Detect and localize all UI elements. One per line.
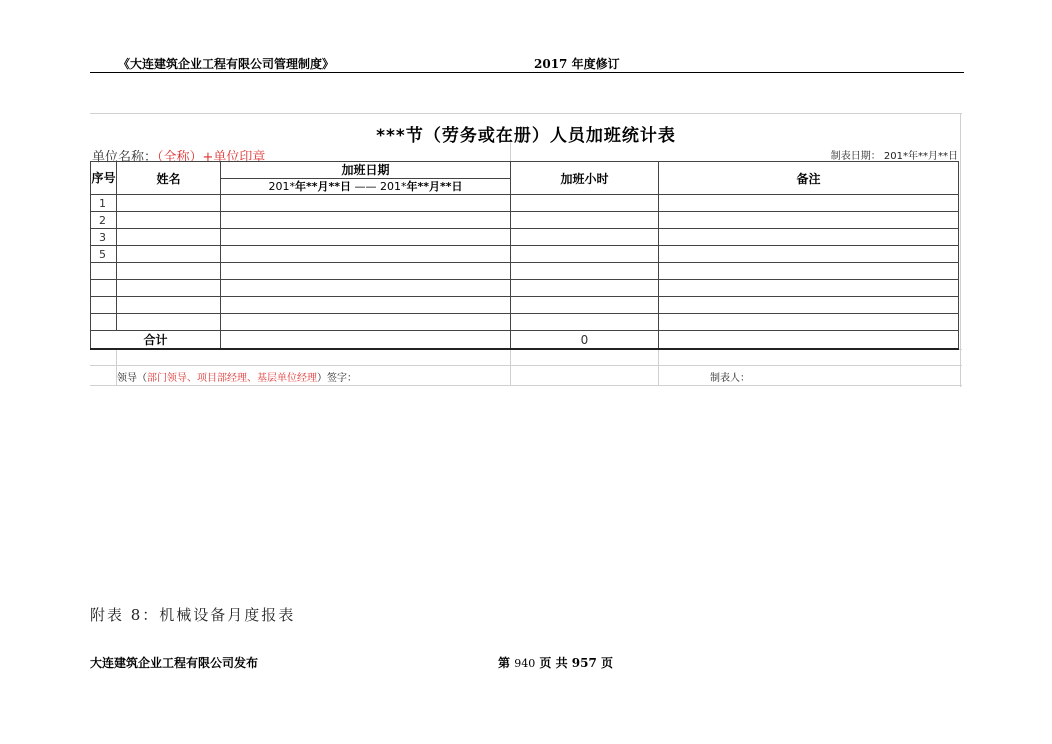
cell-remark[interactable] xyxy=(659,246,959,263)
cell-date[interactable] xyxy=(221,297,511,314)
table-row xyxy=(91,280,959,297)
make-date: 制表日期： 201*年**月**日 xyxy=(830,151,958,162)
row-seq xyxy=(91,263,117,280)
gridline xyxy=(658,349,659,385)
page-prefix: 第 xyxy=(498,656,511,670)
cell-name[interactable] xyxy=(117,195,221,212)
cell-remark[interactable] xyxy=(659,314,959,331)
cell-date[interactable] xyxy=(221,314,511,331)
row-seq xyxy=(91,280,117,297)
footer-page-number xyxy=(498,654,613,671)
cell-date[interactable] xyxy=(221,280,511,297)
overtime-table xyxy=(90,161,959,350)
row-seq xyxy=(91,314,117,331)
date-range-separator: —— xyxy=(351,179,380,193)
col-date-header xyxy=(221,162,511,195)
cell-name[interactable] xyxy=(117,229,221,246)
cell-hours[interactable] xyxy=(511,246,659,263)
total-label: 合计 xyxy=(91,331,221,350)
overtime-sheet xyxy=(90,113,962,389)
date-range xyxy=(221,179,510,194)
total-row xyxy=(91,331,959,350)
row-seq: 3 xyxy=(91,229,117,246)
col-name-header: 姓名 xyxy=(117,162,221,195)
cell-remark[interactable] xyxy=(659,280,959,297)
cell-hours[interactable] xyxy=(511,263,659,280)
cell-name[interactable] xyxy=(117,212,221,229)
total-date-cell xyxy=(221,331,511,350)
table-row xyxy=(91,229,959,246)
page-current: 940 xyxy=(514,657,536,670)
table-header-row xyxy=(91,162,959,195)
date-range-year-start: 201* xyxy=(268,179,295,193)
row-seq: 1 xyxy=(91,195,117,212)
cell-remark[interactable] xyxy=(659,263,959,280)
maker-label: 制表人： xyxy=(710,373,750,384)
page-header xyxy=(90,54,964,73)
unit-name-value: （全称）+单位印章 xyxy=(157,150,266,165)
cell-hours[interactable] xyxy=(511,212,659,229)
header-revision: 2017 年度修订 xyxy=(534,57,620,71)
sign-suffix: ）签字： xyxy=(317,373,357,384)
cell-remark[interactable] xyxy=(659,297,959,314)
table-row xyxy=(91,263,959,280)
table-row xyxy=(91,195,959,212)
page-total: 页 共 957 页 xyxy=(539,656,613,670)
cell-name[interactable] xyxy=(117,297,221,314)
row-seq xyxy=(91,297,117,314)
table-row xyxy=(91,297,959,314)
leader-signature-line xyxy=(117,369,357,384)
header-document-title: 《大连建筑企业工程有限公司管理制度》 xyxy=(118,57,335,71)
sign-roles: 部门领导、项目部经理、基层单位经理 xyxy=(147,373,317,384)
cell-remark[interactable] xyxy=(659,212,959,229)
footer-publisher: 大连建筑企业工程有限公司发布 xyxy=(90,656,259,670)
cell-hours[interactable] xyxy=(511,314,659,331)
row-seq: 2 xyxy=(91,212,117,229)
cell-name[interactable] xyxy=(117,263,221,280)
date-header-title: 加班日期 xyxy=(221,163,510,179)
gridline xyxy=(510,349,511,385)
date-range-md-start: 年**月**日 xyxy=(294,179,351,193)
col-hours-header: 加班小时 xyxy=(511,162,659,195)
table-row xyxy=(91,246,959,263)
cell-hours[interactable] xyxy=(511,297,659,314)
cell-name[interactable] xyxy=(117,246,221,263)
sheet-title: ***节（劳务或在册）人员加班统计表 xyxy=(376,126,676,146)
gridline xyxy=(90,385,962,386)
cell-date[interactable] xyxy=(221,229,511,246)
col-seq-header: 序号 xyxy=(91,162,117,195)
sign-prefix: 领导（ xyxy=(117,373,147,384)
cell-hours[interactable] xyxy=(511,195,659,212)
cell-name[interactable] xyxy=(117,280,221,297)
col-remark-header: 备注 xyxy=(659,162,959,195)
cell-date[interactable] xyxy=(221,212,511,229)
cell-remark[interactable] xyxy=(659,229,959,246)
cell-remark[interactable] xyxy=(659,195,959,212)
cell-date[interactable] xyxy=(221,195,511,212)
row-seq: 5 xyxy=(91,246,117,263)
total-hours: 0 xyxy=(511,331,659,350)
unit-name-caption: 单位名称： xyxy=(92,150,158,165)
cell-hours[interactable] xyxy=(511,280,659,297)
gridline xyxy=(960,113,961,387)
cell-hours[interactable] xyxy=(511,229,659,246)
appendix-caption: 附表 8：机械设备月度报表 xyxy=(90,606,296,624)
gridline xyxy=(90,365,962,366)
cell-date[interactable] xyxy=(221,263,511,280)
table-row xyxy=(91,212,959,229)
table-row xyxy=(91,314,959,331)
date-range-md-end: 年**月**日 xyxy=(406,179,463,193)
gridline xyxy=(90,113,962,114)
total-remark-cell xyxy=(659,331,959,350)
date-range-year-end: 201* xyxy=(380,179,407,193)
cell-name[interactable] xyxy=(117,314,221,331)
cell-date[interactable] xyxy=(221,246,511,263)
